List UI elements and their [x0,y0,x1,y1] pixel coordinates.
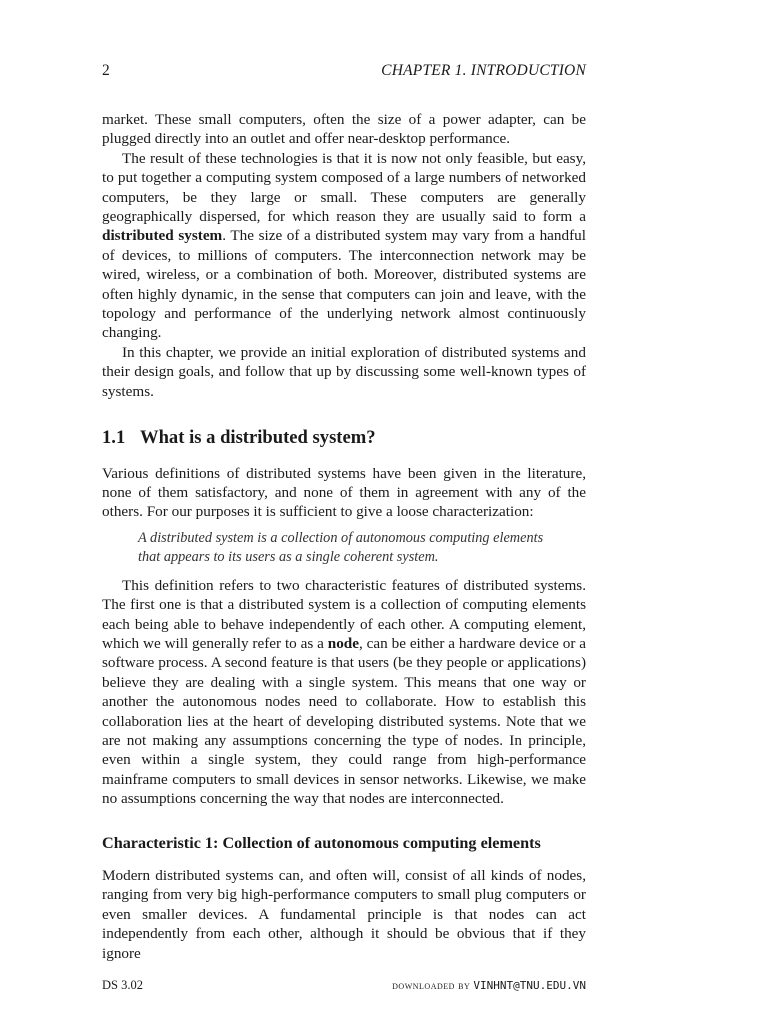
subsection-heading: Characteristic 1: Collection of autonomous computing elements [102,833,541,852]
paragraph-text: This definition refers to two characteristic features of distributed systems. The first one is that a distributed system is a collection of computing elements each being able to behave independently of each other. A computing element, which we will generally refer to as a [102,576,586,652]
paragraph: market. These small computers, often the size of a power adapter, can be plugged directly into an outlet and offer near-desktop performance. [102,111,586,148]
version-label: DS 3.02 [102,978,143,992]
definition-quote: A distributed system is a collection of autonomous computing elements that appears to its users as a single coherent system. [138,529,544,565]
paragraph-text: The result of these technologies is that it is now not only feasible, but easy, to put together a computing system composed of a large numbers of networked computers, be they large or small. These computers are generally geographically dispersed, for which reason they are usually said to form a [102,149,586,226]
section-number: 1.1 [102,427,126,449]
running-header [102,62,586,80]
downloader-email: VINHNT@TNU.EDU.VN [473,979,586,992]
downloaded-by-label: downloaded by [392,980,471,992]
download-notice [392,978,586,993]
paragraph-text: , can be either a hardware device or a software process. A second feature is that users (be they people or applications) believe they are dealing with a single system. This means that one way or another the autonomous nodes need to collaborate. How to establish this collaboration lies at the heart of developing distributed systems. Note that we are not making any assumptions concerning the type of nodes. In principle, even within a single system, they could range from high-performance mainframe computers to small devices in sensor networks. Likewise, we make no assumptions concerning the way that nodes are interconnected. [102,634,586,808]
paragraph: Modern distributed systems can, and often will, consist of all kinds of nodes, ranging from very big high-performance computers to small plug computers or even smaller devices. A fundamental principle is that nodes can act independently from each other, although it should be obvious that if they ignore [102,867,586,962]
page-body [102,110,586,963]
paragraph [102,576,586,809]
chapter-title: CHAPTER 1. INTRODUCTION [381,62,586,79]
section-title: What is a distributed system? [140,427,376,449]
section-heading [102,428,586,447]
page-number: 2 [102,62,110,79]
paragraph-text: . The size of a distributed system may vary from a handful of devices, to millions of computers. The interconnection network may be wired, wireless, or a combination of both. Moreover, distributed systems are often highly dynamic, in the sense that computers can join and leave, with the topology and performance of the underlying network almost continuously changing. [102,227,586,342]
paragraph [102,149,586,343]
page-footer [102,978,586,993]
term-node: node [327,634,359,652]
term-distributed-system: distributed system [102,227,223,245]
paragraph: In this chapter, we provide an initial exploration of distributed systems and their design goals, and follow that up by discussing some well-known types of systems. [102,343,586,400]
paragraph: Various definitions of distributed systems have been given in the literature, none of them satisfactory, and none of them in agreement with any of the others. For our purposes it is sufficient to give a loose characterization: [102,464,586,521]
